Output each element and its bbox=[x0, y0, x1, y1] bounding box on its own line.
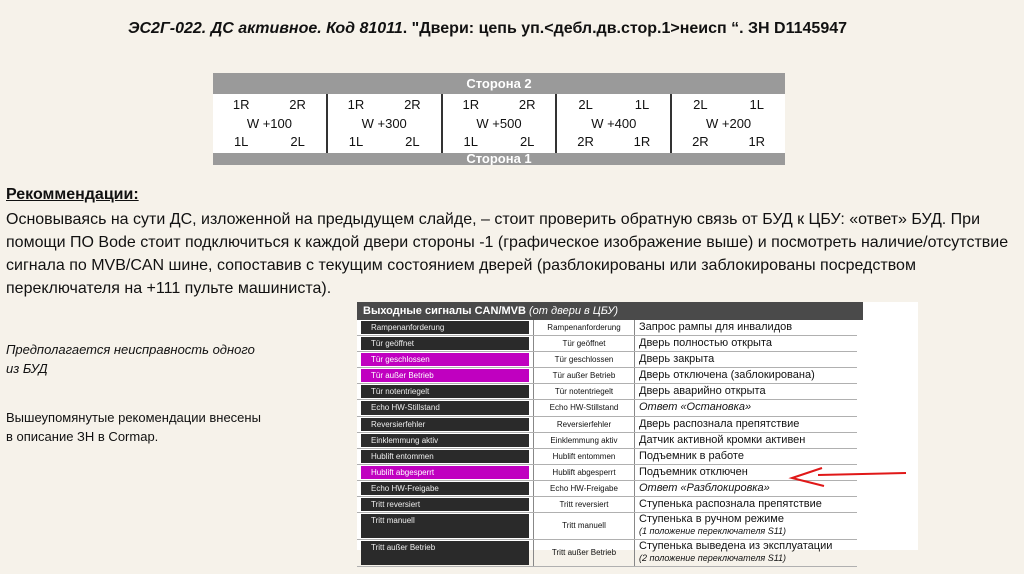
signal-indicator: Tritt reversiert bbox=[361, 498, 529, 511]
door-bottom-left: 1L bbox=[348, 134, 364, 149]
signal-name: Echo HW-Freigabe bbox=[533, 481, 635, 496]
table-row bbox=[357, 417, 857, 433]
door-cell bbox=[441, 94, 556, 153]
arrow-icon bbox=[788, 466, 908, 488]
signal-indicator: Rampenanforderung bbox=[361, 321, 529, 334]
signal-meaning-text: Подъемник отключен bbox=[639, 465, 748, 478]
table-row bbox=[357, 497, 857, 513]
signal-meaning-text: Дверь полностью открыта bbox=[639, 337, 772, 350]
table-row bbox=[357, 513, 857, 540]
table-row bbox=[357, 540, 857, 567]
door-bottom-left: 1L bbox=[463, 134, 479, 149]
door-top-left: 1R bbox=[232, 97, 250, 112]
signal-meaning-text: Ответ «Разблокировка» bbox=[639, 481, 770, 494]
wagon-label: W +500 bbox=[476, 116, 522, 131]
table-row bbox=[357, 368, 857, 384]
signal-meaning bbox=[637, 320, 877, 335]
signal-meaning-text: Ступенька распознала препятствие bbox=[639, 498, 822, 511]
wagon-label: W +300 bbox=[361, 116, 407, 131]
door-bottom-right: 2L bbox=[519, 134, 535, 149]
door-cells bbox=[213, 94, 785, 153]
table-row bbox=[357, 320, 857, 336]
door-bottom-left: 1L bbox=[233, 134, 249, 149]
signal-indicator: Tritt außer Betrieb bbox=[361, 541, 529, 565]
door-bottom-left: 2R bbox=[692, 134, 709, 149]
door-cell bbox=[670, 94, 785, 153]
signal-name: Hublift abgesperrt bbox=[533, 465, 635, 480]
recommendations-heading: Рекоммендации: bbox=[6, 186, 139, 203]
door-cell bbox=[555, 94, 670, 153]
side-2-header: Сторона 2 bbox=[213, 73, 785, 94]
signal-meaning bbox=[637, 449, 877, 464]
signal-meaning bbox=[637, 433, 877, 448]
signal-indicator: Tür notentriegelt bbox=[361, 385, 529, 398]
signal-meaning bbox=[637, 368, 877, 383]
signal-name: Tritt außer Betrieb bbox=[533, 540, 635, 566]
door-top-right: 1L bbox=[749, 97, 764, 112]
door-bottom-left: 2R bbox=[577, 134, 594, 149]
side-1-header: Сторона 1 bbox=[213, 153, 785, 165]
signal-meaning bbox=[637, 513, 877, 539]
signal-meaning bbox=[637, 400, 877, 415]
signal-name: Echo HW-Stillstand bbox=[533, 400, 635, 415]
cormap-note: Вышеупомянутые рекомендации внесены в описание ЗН в Cormap. bbox=[6, 410, 261, 444]
door-top-right: 1L bbox=[634, 97, 650, 112]
signal-meaning-text: Подъемник в работе bbox=[639, 449, 744, 462]
signal-meaning-text: Ступенька в ручном режиме bbox=[639, 513, 784, 526]
signal-meaning-note: (1 положение переключателя S11) bbox=[639, 526, 787, 537]
signal-indicator: Hublift entommen bbox=[361, 450, 529, 463]
signal-meaning-text: Дверь закрыта bbox=[639, 353, 715, 366]
wagon-label: W +200 bbox=[706, 116, 752, 131]
signal-name: Tür notentriegelt bbox=[533, 384, 635, 399]
signal-rows bbox=[357, 320, 857, 567]
signals-header bbox=[357, 302, 863, 320]
signal-meaning bbox=[637, 417, 877, 432]
table-row bbox=[357, 400, 857, 416]
signal-meaning-text: Запрос рампы для инвалидов bbox=[639, 321, 793, 333]
table-row bbox=[357, 449, 857, 465]
signal-meaning-text: Дверь распознала препятствие bbox=[639, 417, 800, 430]
signal-meaning bbox=[637, 540, 877, 566]
signal-indicator: Echo HW-Freigabe bbox=[361, 482, 529, 495]
door-top-left: 2L bbox=[693, 97, 708, 112]
signal-name: Tritt manuell bbox=[533, 513, 635, 539]
recommendations-body: Основываясь на сути ДС, изложенной на предыдущем слайде, – стоит проверить обратную связь от БУД к ЦБУ: «ответ» БУД. При помощи ПО Bode стоит подключиться к каждой двери стороны -1 (графическое изображение выше) и посмотреть наличие/отсутствие сигнала по MVB/CAN шине, сопоставив с текущим состоянием дверей (разблокированы или заблокированы посредством переключателя на +111 пульте машиниста). bbox=[6, 211, 1009, 297]
door-top-right: 2R bbox=[518, 97, 536, 112]
signals-header-subtitle: (от двери в ЦБУ) bbox=[525, 305, 619, 317]
door-bottom-right: 1R bbox=[748, 134, 766, 149]
signal-name: Rampenanforderung bbox=[533, 320, 635, 335]
table-row bbox=[357, 481, 857, 497]
signal-indicator: Tür geöffnet bbox=[361, 337, 529, 350]
signal-indicator: Tür geschlossen bbox=[361, 353, 529, 366]
door-bottom-right: 2L bbox=[290, 134, 305, 149]
signal-name: Tür geöffnet bbox=[533, 336, 635, 351]
door-top-left: 2L bbox=[578, 97, 593, 112]
door-bottom-right: 1R bbox=[633, 134, 651, 149]
slide-title bbox=[128, 20, 928, 38]
signal-name: Einklemmung aktiv bbox=[533, 433, 635, 448]
signal-meaning-note: (2 положение переключателя S11) bbox=[639, 553, 787, 564]
signal-indicator: Tür außer Betrieb bbox=[361, 369, 529, 382]
signal-meaning bbox=[637, 336, 877, 351]
signal-meaning bbox=[637, 352, 877, 367]
wagon-label: W +400 bbox=[591, 116, 637, 131]
door-cell bbox=[213, 94, 326, 153]
door-cell bbox=[326, 94, 441, 153]
table-row bbox=[357, 384, 857, 400]
signal-meaning-text: Ступенька выведена из эксплуатации bbox=[639, 540, 833, 553]
door-sides-table bbox=[213, 73, 785, 165]
signals-header-title: Выходные сигналы CAN/MVB bbox=[363, 305, 526, 317]
signal-indicator: Tritt manuell bbox=[361, 514, 529, 538]
signal-indicator: Reversierfehler bbox=[361, 418, 529, 431]
wagon-label: W +100 bbox=[246, 116, 292, 131]
table-row bbox=[357, 465, 857, 481]
signal-name: Tritt reversiert bbox=[533, 497, 635, 512]
signal-name: Reversierfehler bbox=[533, 417, 635, 432]
table-row bbox=[357, 352, 857, 368]
signal-meaning-text: Ответ «Остановка» bbox=[639, 401, 752, 414]
door-top-right: 2R bbox=[289, 97, 306, 112]
table-row bbox=[357, 336, 857, 352]
title-code: ЭС2Г-022. ДС активное. Код 81011 bbox=[128, 20, 403, 37]
door-bottom-right: 2L bbox=[405, 134, 420, 149]
table-row bbox=[357, 433, 857, 449]
door-top-right: 2R bbox=[404, 97, 421, 112]
signal-name: Hublift entommen bbox=[533, 449, 635, 464]
signal-meaning-text: Дверь отключена (заблокирована) bbox=[639, 369, 815, 382]
door-top-left: 1R bbox=[462, 97, 480, 112]
signal-meaning bbox=[637, 497, 877, 512]
signal-meaning-text: Датчик активной кромки активен bbox=[639, 433, 806, 446]
signal-meaning bbox=[637, 384, 877, 399]
signal-indicator: Einklemmung aktiv bbox=[361, 434, 529, 447]
title-description: . "Двери: цепь уп.<дебл.дв.стор.1>неисп “. ЗН D1145947 bbox=[402, 20, 848, 37]
signal-name: Tür geschlossen bbox=[533, 352, 635, 367]
signal-indicator: Hublift abgesperrt bbox=[361, 466, 529, 479]
output-signals-table bbox=[357, 302, 918, 564]
door-top-left: 1R bbox=[347, 97, 365, 112]
signal-meaning-text: Дверь аварийно открыта bbox=[639, 385, 766, 398]
signal-indicator: Echo HW-Stillstand bbox=[361, 401, 529, 414]
assumption-note: Предполагается неисправность одного из БУД bbox=[6, 342, 255, 376]
signal-name: Tür außer Betrieb bbox=[533, 368, 635, 383]
